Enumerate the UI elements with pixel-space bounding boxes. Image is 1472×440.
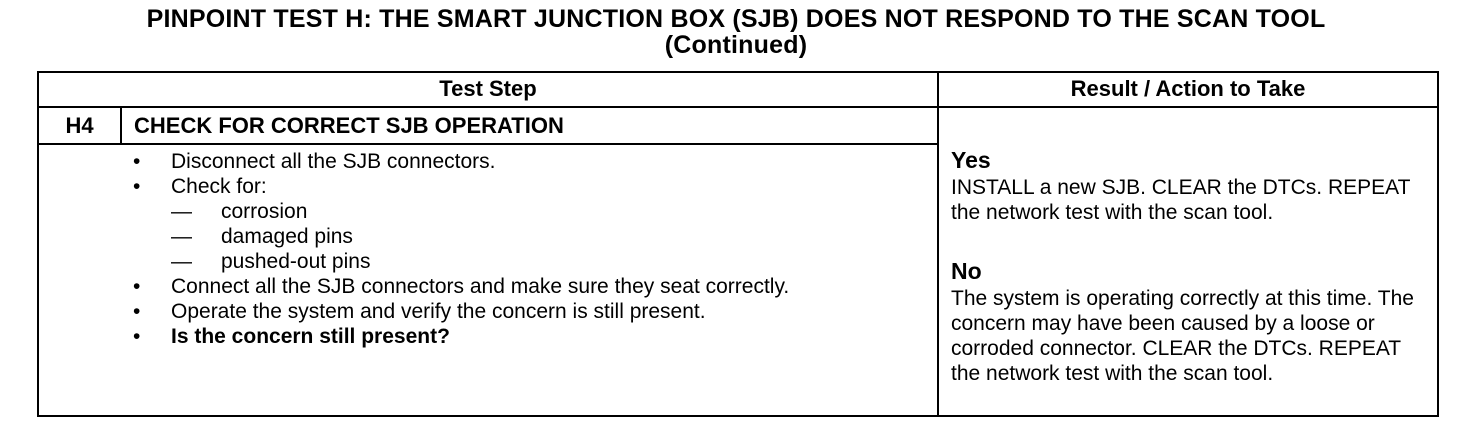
result-yes-text: INSTALL a new SJB. CLEAR the DTCs. REPEAT the network test with the scan tool. [951, 176, 1411, 224]
bullet-text: Check for: [171, 175, 267, 198]
list-item [130, 274, 831, 299]
bullet-icon: • [133, 275, 141, 298]
header-result: Result / Action to Take [1070, 76, 1306, 101]
question-text: Is the concern still present? [171, 325, 450, 348]
check-item-text: damaged pins [221, 225, 353, 248]
dash-icon: — [171, 250, 192, 273]
bullet-icon: • [133, 175, 141, 198]
result-no-text: The system is operating correctly at this time. The concern may have been caused by a loose or corroded connector. CLEAR the DTCs. REPEAT the network test with the scan tool. [951, 287, 1414, 385]
column-divider [937, 71, 939, 417]
check-items [171, 199, 831, 274]
list-item [171, 224, 831, 249]
step-instructions [130, 149, 831, 349]
step-id-divider [120, 106, 122, 144]
check-item-text: corrosion [221, 200, 308, 223]
result-yes-label: Yes [951, 147, 991, 173]
list-item [130, 174, 831, 274]
list-item [130, 299, 831, 324]
dash-icon: — [171, 225, 192, 248]
step-row-divider [37, 143, 939, 145]
list-item [171, 199, 831, 224]
bullet-text: Connect all the SJB connectors and make sure they seat correctly. [171, 275, 790, 298]
list-item [130, 324, 831, 349]
bullet-icon: • [133, 150, 141, 173]
step-id: H4 [65, 113, 94, 138]
check-item-text: pushed-out pins [221, 250, 371, 273]
page-title [0, 6, 1472, 58]
bullet-icon: • [133, 325, 141, 348]
title-line-1: PINPOINT TEST H: THE SMART JUNCTION BOX (SJB) DOES NOT RESPOND TO THE SCAN TOOL [146, 5, 1326, 33]
result-no-label: No [951, 258, 982, 284]
header-test-step: Test Step [439, 76, 537, 101]
bullet-text: Disconnect all the SJB connectors. [171, 150, 496, 173]
list-item [171, 249, 831, 274]
list-item [130, 149, 831, 174]
step-heading: CHECK FOR CORRECT SJB OPERATION [134, 113, 564, 138]
dash-icon: — [171, 200, 192, 223]
header-divider [37, 106, 1439, 108]
title-line-2: (Continued) [664, 31, 808, 59]
bullet-icon: • [133, 300, 141, 323]
bullet-text: Operate the system and verify the concern is still present. [171, 300, 706, 323]
